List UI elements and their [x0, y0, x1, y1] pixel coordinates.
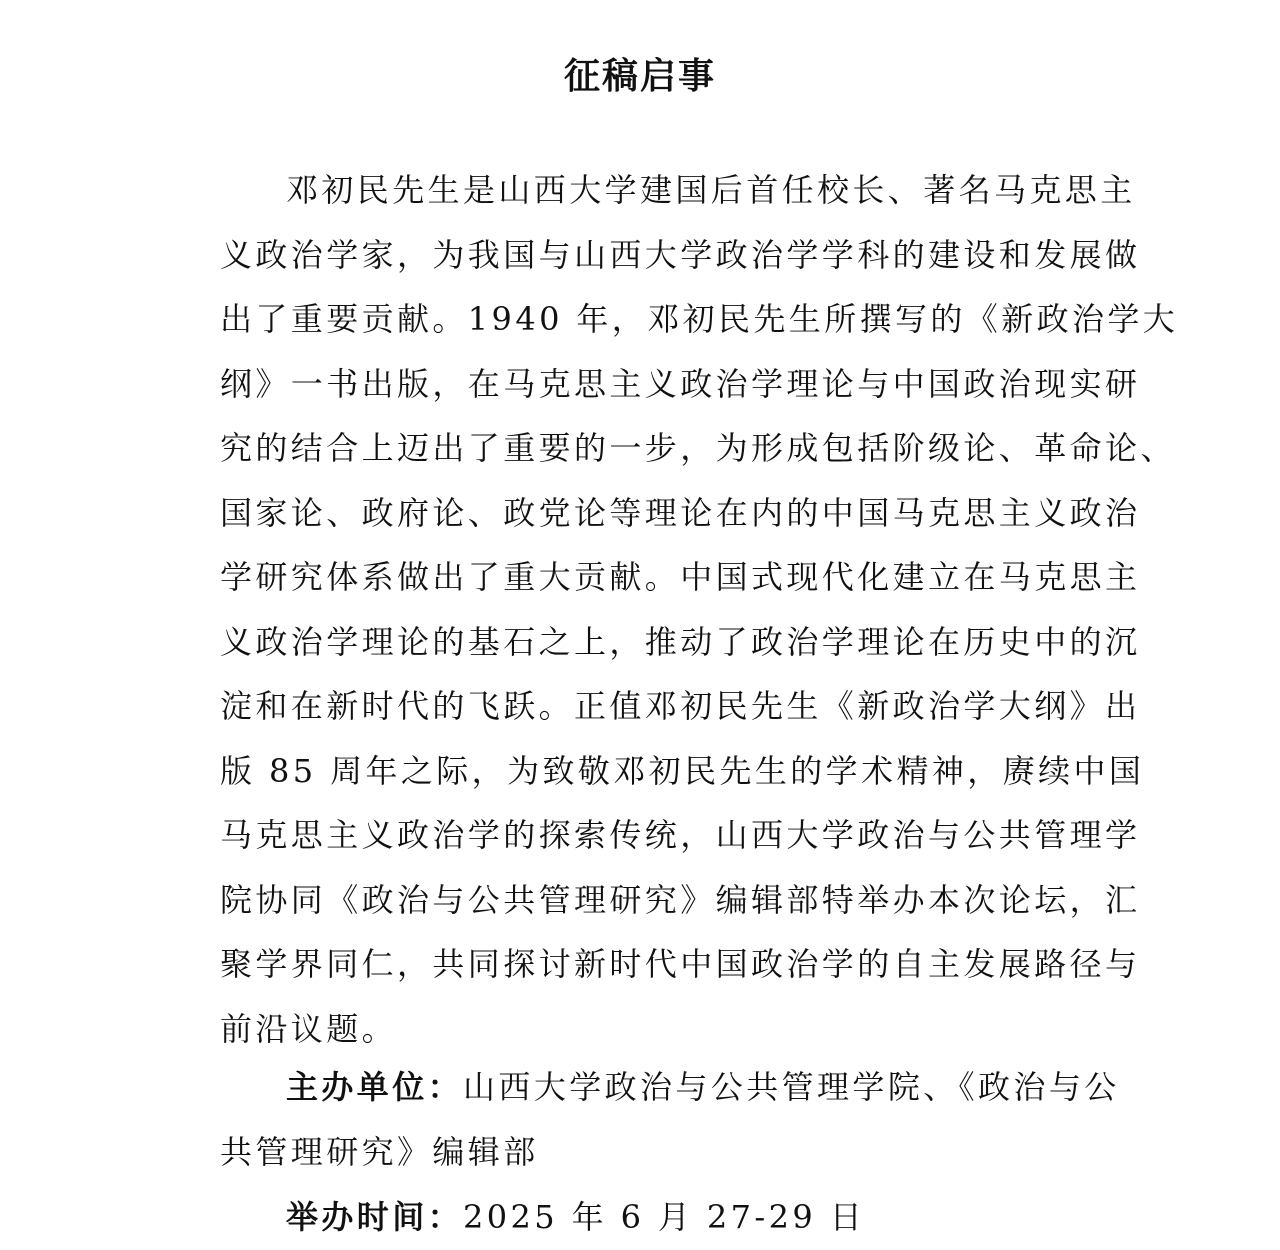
organizer-value: 山西大学政治与公共管理学院、《政治与公	[463, 1068, 1120, 1106]
time-label: 举办时间：	[286, 1198, 464, 1236]
organizer-line	[220, 1055, 1120, 1120]
paragraph-line: 聚学界同仁，共同探讨新时代中国政治学的自主发展路径与	[220, 945, 1141, 983]
intro-paragraph	[220, 158, 1179, 1061]
page-title: 征稿启事	[563, 56, 716, 97]
time-section	[220, 1185, 1062, 1250]
paragraph-line: 淀和在新时代的飞跃。正值邓初民先生《新政治学大纲》出	[220, 687, 1141, 725]
paragraph-line: 邓初民先生是山西大学建国后首任校长、著名马克思主	[286, 171, 1136, 209]
paragraph-line: 义政治学家，为我国与山西大学政治学学科的建设和发展做	[220, 235, 1141, 274]
paragraph-line: 国家论、政府论、政党论等理论在内的中国马克思主义政治	[220, 493, 1141, 532]
paragraph-line: 马克思主义政治学的探索传统，山西大学政治与公共管理学	[220, 816, 1141, 854]
paragraph-line: 院协同《政治与公共管理研究》编辑部特举办本次论坛，汇	[220, 880, 1141, 919]
organizer-label: 主办单位：	[286, 1068, 464, 1106]
paragraph-line: 前沿议题。	[220, 1009, 398, 1048]
time-line	[220, 1185, 1062, 1250]
time-value: 2025 年 6 月 27-29 日	[463, 1198, 866, 1236]
paragraph-line: 究的结合上迈出了重要的一步，为形成包括阶级论、革命论、	[220, 429, 1176, 467]
paragraph-line: 版 85 周年之际，为致敬邓初民先生的学术精神，赓续中国	[220, 751, 1145, 790]
paragraph-line: 学研究体系做出了重大贡献。中国式现代化建立在马克思主	[220, 558, 1141, 596]
paragraph-line: 义政治学理论的基石之上，推动了政治学理论在历史中的沉	[220, 622, 1141, 661]
paragraph-line: 出了重要贡献。1940 年，邓初民先生所撰写的《新政治学大	[220, 300, 1179, 338]
organizer-section	[220, 1055, 1120, 1184]
organizer-value-continued: 共管理研究》编辑部	[220, 1132, 539, 1171]
paragraph-line: 纲》一书出版，在马克思主义政治学理论与中国政治现实研	[220, 364, 1141, 403]
